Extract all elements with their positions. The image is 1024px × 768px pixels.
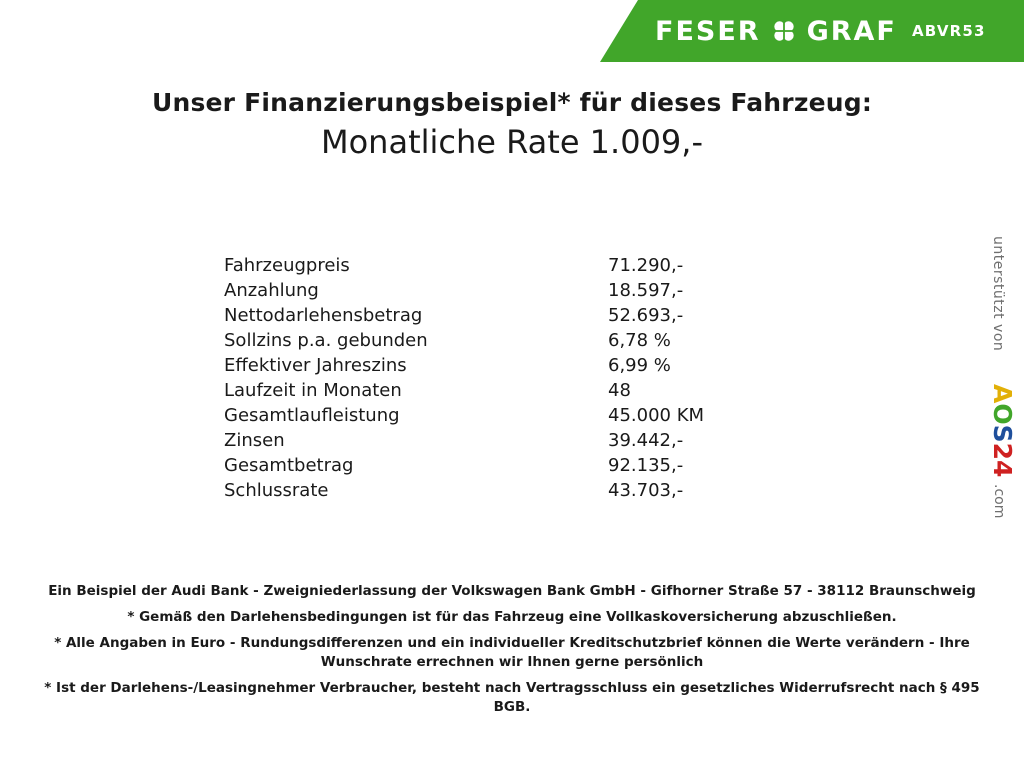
row-value: 92.135,- [608,455,684,476]
aos24-letter-o: O [988,403,1017,425]
row-label: Zinsen [224,430,285,451]
row-label: Anzahlung [224,280,319,301]
table-row [224,380,784,405]
row-value: 43.703,- [608,480,684,501]
row-value: 6,78 % [608,330,671,351]
clover-icon [771,18,797,44]
row-value: 18.597,- [608,280,684,301]
footnote-insurance: * Gemäß den Darlehensbedingungen ist für das Fahrzeug eine Vollkaskoversicherung abzuschließen. [127,609,897,625]
table-row [224,280,784,305]
row-value: 52.693,- [608,305,684,326]
table-row [224,255,784,280]
aos24-number-24: 24 [988,442,1017,478]
page-title [0,88,1024,161]
footnotes [40,582,984,717]
page-title-rate: Monatliche Rate 1.009,- [320,123,703,161]
sidebar-supported-by [988,236,1018,566]
page-title-subline: Unser Finanzierungsbeispiel* für dieses Fahrzeug: [151,88,873,117]
supported-by-label: unterstützt von [990,236,1006,352]
brand-logo-text-right: GRAF [806,15,897,47]
brand-logo-text-left: FESER [655,15,761,47]
brand-logo [655,12,897,50]
row-label: Nettodarlehensbetrag [224,305,423,326]
footnote-bank-info: Ein Beispiel der Audi Bank - Zweigniederlassung der Volkswagen Bank GmbH - Gifhorner Straße 57 - 38112 Braunschweig [48,583,976,599]
aos24-domain-suffix: .com [991,484,1007,519]
row-value: 71.290,- [608,255,684,276]
document-header [0,0,1024,62]
footnote-withdrawal-right: * Ist der Darlehens-/Leasingnehmer Verbraucher, besteht nach Vertragsschluss ein gesetzliches Widerrufsrecht nach § 495 BGB. [44,680,980,715]
table-row [224,305,784,330]
dealer-code: ABVR53 [912,22,986,40]
table-row [224,430,784,455]
row-label: Schlussrate [224,480,329,501]
aos24-letter-a: A [988,384,1017,404]
table-row [224,405,784,430]
row-label: Sollzins p.a. gebunden [224,330,428,351]
row-value: 39.442,- [608,430,684,451]
table-row [224,480,784,505]
row-value: 6,99 % [608,355,671,376]
table-row [224,355,784,380]
row-value: 45.000 KM [608,405,705,426]
row-value: 48 [608,380,631,401]
aos24-logo [988,384,1017,477]
row-label: Laufzeit in Monaten [224,380,402,401]
aos24-letter-s: S [988,424,1017,443]
row-label: Gesamtbetrag [224,455,354,476]
finance-table [224,255,784,505]
footnote-currency: * Alle Angaben in Euro - Rundungsdifferenzen und ein individueller Kreditschutzbrief können die Werte verändern - Ihre Wunschrate errechnen wir Ihnen gerne persönlich [54,635,970,670]
row-label: Gesamtlaufleistung [224,405,400,426]
table-row [224,330,784,355]
row-label: Fahrzeugpreis [224,255,350,276]
table-row [224,455,784,480]
row-label: Effektiver Jahreszins [224,355,407,376]
